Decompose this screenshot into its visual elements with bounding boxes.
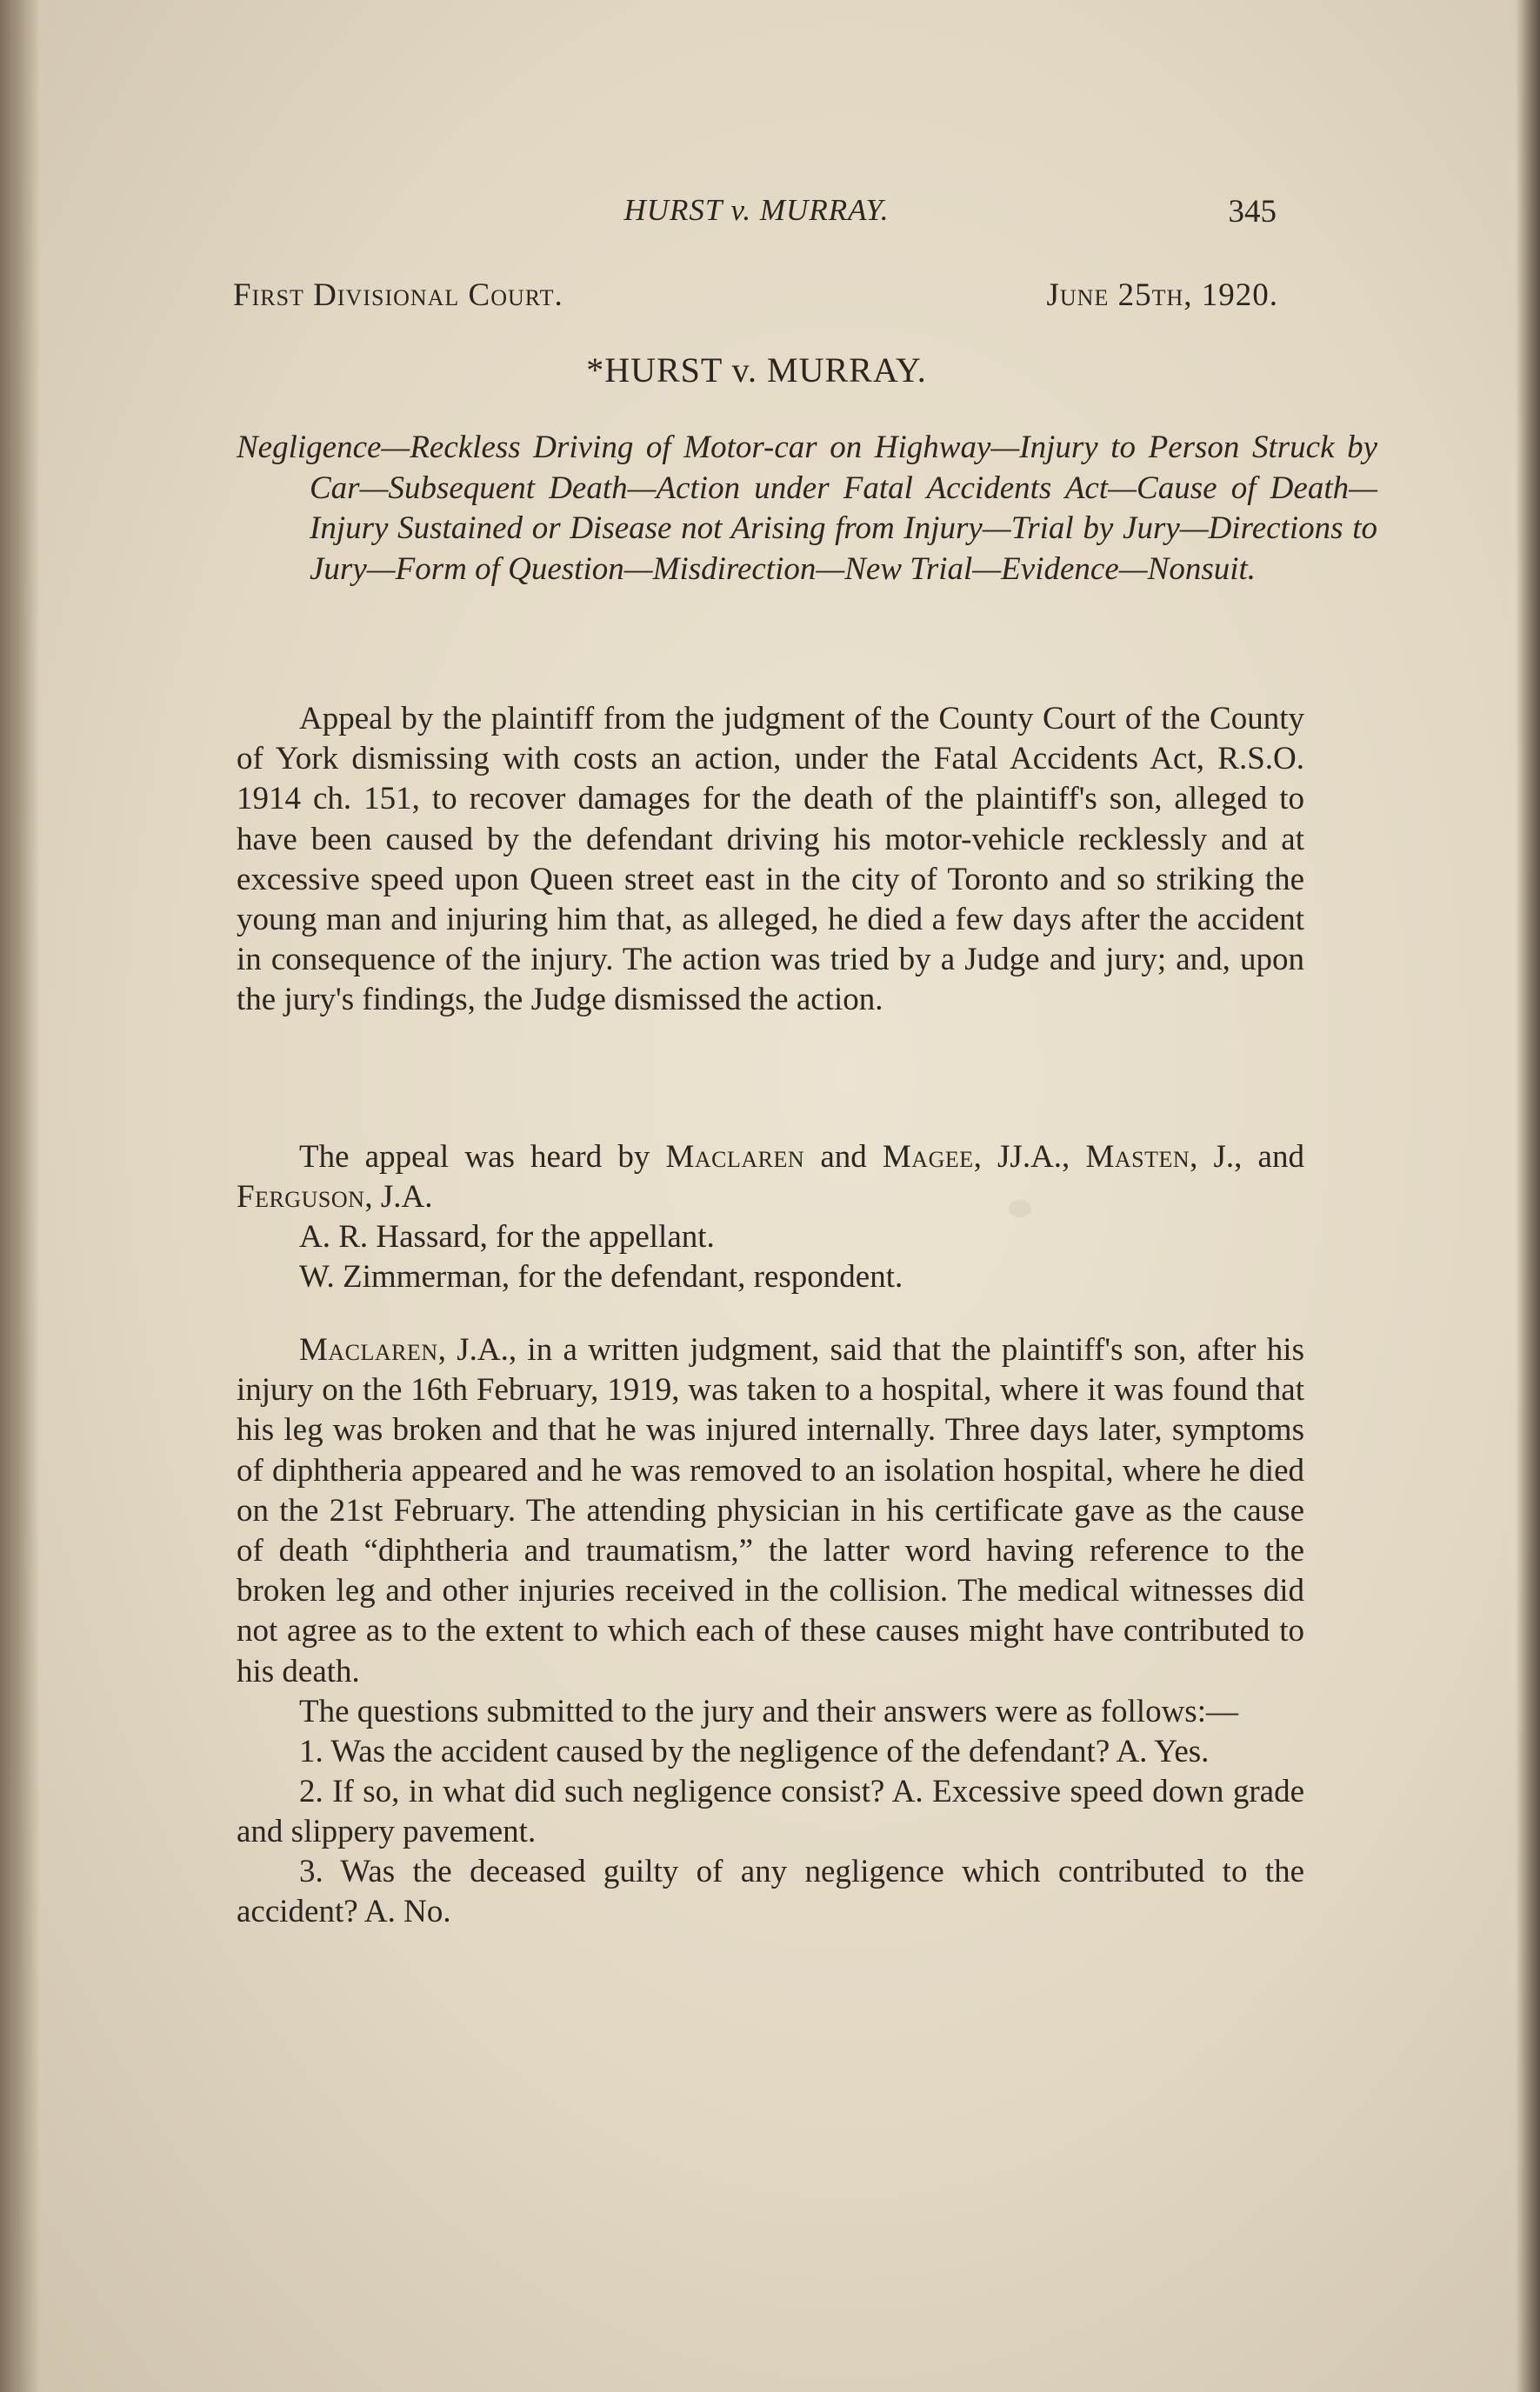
judge-name: Ferguson (237, 1179, 365, 1216)
page-edge-shadow (1516, 0, 1540, 2392)
page-number: 345 (1228, 194, 1277, 230)
appeal-section (237, 699, 1304, 1021)
question-item: 2. If so, in what did such negligence consist? A. Excessive speed down grade and slippery pavement. (237, 1774, 1304, 1850)
question-item: 1. Was the accident caused by the negligence of the defendant? A. Yes. (299, 1734, 1210, 1770)
court-name: First Divisional Court. (233, 277, 563, 313)
binding-shadow (0, 0, 40, 2392)
question-item: 3. Was the deceased guilty of any negligence which contributed to the accident? A. No. (237, 1854, 1304, 1930)
questions-intro: The questions submitted to the jury and their answers were as follows:— (299, 1693, 1238, 1729)
decision-date: June 25th, 1920. (1046, 277, 1278, 313)
judge-name: Maclaren (665, 1139, 805, 1175)
judge-name: Maclaren (299, 1332, 438, 1368)
counsel-appellant: A. R. Hassard, for the appellant. (299, 1219, 715, 1256)
hearing-paragraph: The appeal was heard by Maclaren and Magee, JJ.A., Masten, J., and Ferguson, J.A. (237, 1139, 1304, 1216)
counsel-respondent: W. Zimmerman, for the defendant, respondent. (299, 1259, 903, 1296)
court-line (233, 277, 1278, 320)
hearing-section (237, 1137, 1304, 1297)
headnote: Negligence—Reckless Driving of Motor-car on Highway—Injury to Person Struck by Car—Subsequent Death—Action under Fatal Accidents Act—Cause of Death—Injury Sustained or Disease not Arising from Injury—Trial by Jury—Directions to Jury—Form of Question—Misdirection—New Trial—Evidence—Nonsuit. (237, 430, 1377, 587)
judge-name: Masten (1085, 1139, 1190, 1175)
appeal-paragraph: Appeal by the plaintiff from the judgment of the County Court of the County of York dismissing with costs an action, under the Fatal Accidents Act, R.S.O. 1914 ch. 151, to recover damages for the death of the plaintiff's son, alleged to have been caused by the defendant driving his motor-vehicle recklessly and at excessive speed upon Queen street east in the city of Toronto and so striking the young man and injuring him that, as alleged, he died a few days after the accident in consequence of the injury. The action was tried by a Judge and jury; and, upon the jury's findings, the Judge dismissed the action. (237, 701, 1304, 1018)
judgment-section (237, 1330, 1304, 1932)
judgment-paragraph: Maclaren, J.A., in a written judgment, said that the plaintiff's son, after his injury on the 16th February, 1919, was taken to a hospital, where it was found that his leg was broken and that he was injured internally. Three days later, symptoms of diphtheria appeared and he was removed to an isolation hospital, where he died on the 21st February. The attending physician in his certificate gave as the cause of death “diphtheria and traumatism,” the latter word having reference to the broken leg and other injuries received in the collision. The medical witnesses did not agree as to the extent to which each of these causes might have contributed to his death. (237, 1332, 1304, 1689)
running-head (237, 193, 1277, 238)
running-head-title: HURST v. MURRAY. (623, 193, 890, 227)
case-title: *HURST v. MURRAY. (586, 350, 927, 390)
judge-name: Magee (882, 1139, 974, 1175)
